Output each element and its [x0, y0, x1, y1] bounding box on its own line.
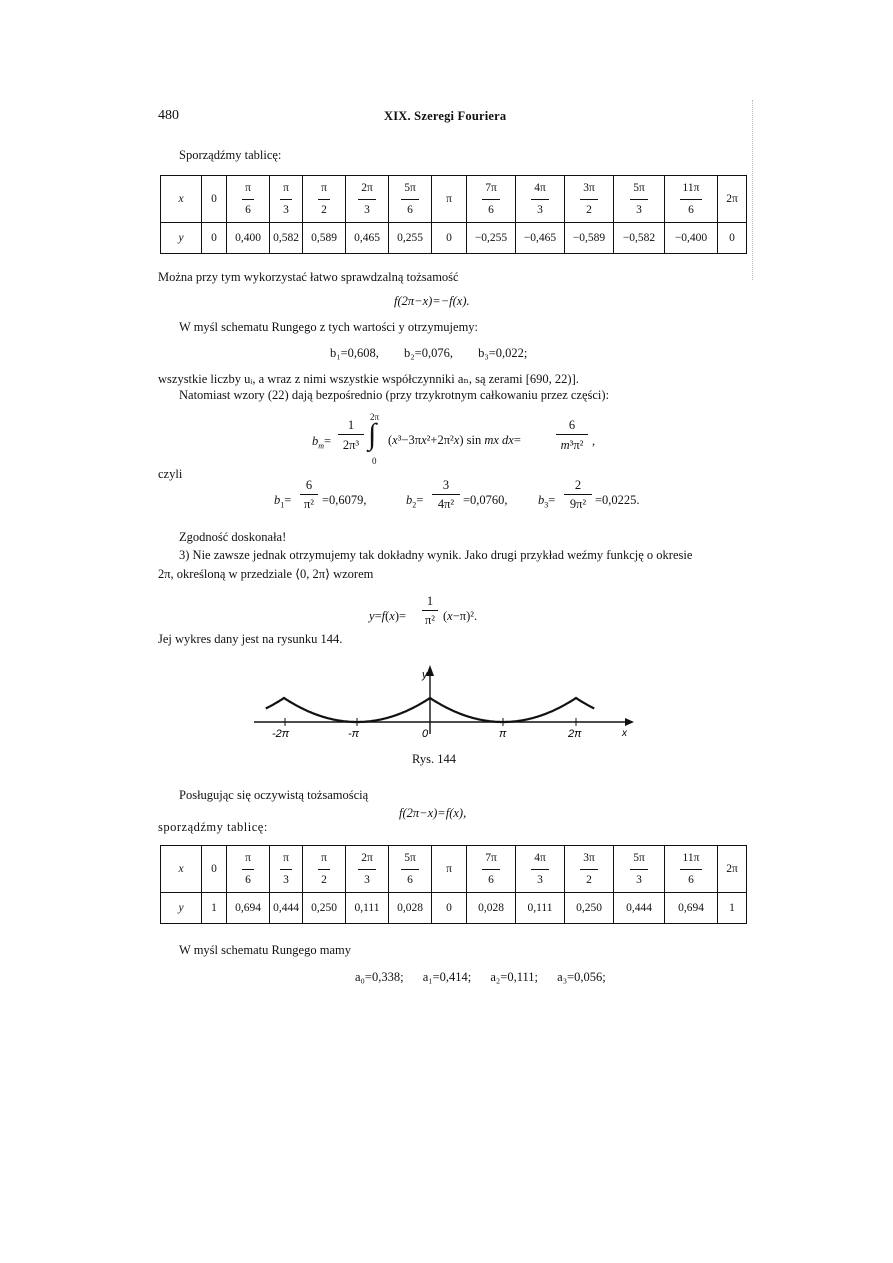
- b3-value: b₃=0,022;: [478, 346, 528, 360]
- y-cell: 0: [432, 223, 467, 254]
- x-cell: 0: [202, 846, 227, 893]
- y-cell: 0,111: [346, 893, 389, 924]
- x-cell: 0: [202, 176, 227, 223]
- margin-rule: [752, 100, 753, 280]
- x-cell: $\frac{\pi}{6}$: [227, 846, 270, 893]
- y-cell: −0,400: [665, 223, 718, 254]
- y-cell: 0,250: [565, 893, 614, 924]
- tick-label-pi: π: [499, 728, 507, 740]
- y-cell: 0,111: [516, 893, 565, 924]
- y-cell: 1: [202, 893, 227, 924]
- y-cell: 0,465: [346, 223, 389, 254]
- czyli-label: czyli: [158, 467, 183, 481]
- a0-value: a₀=0,338;: [355, 970, 404, 984]
- x-cell: $\frac{\pi}{2}$: [303, 846, 346, 893]
- example3-line1: 3) Nie zawsze jednak otrzymujemy tak dokładny wynik. Jako drugi przykład weźmy funkcję o okresie: [179, 548, 693, 562]
- zeros-note: wszystkie liczby uᵢ, a wraz z nimi wszystkie współczynniki aₙ, są zerami [690, 22)].: [158, 372, 579, 386]
- x-cell: $\frac{3\pi}{2}$: [565, 846, 614, 893]
- x-cell: x: [161, 846, 202, 893]
- tick-label-0: 0: [422, 728, 429, 740]
- x-cell: $\frac{7\pi}{6}$: [467, 846, 516, 893]
- identity2-intro: Posługując się oczywistą tożsamością: [179, 788, 369, 802]
- y-cell: −0,582: [614, 223, 665, 254]
- figure-144: [250, 662, 640, 742]
- x-cell: $\frac{2\pi}{3}$: [346, 846, 389, 893]
- y-cell: 0,589: [303, 223, 346, 254]
- b2-value: b₂=0,076,: [404, 346, 453, 360]
- example3-line2: 2π, określoną w przedziale ⟨0, 2π⟩ wzorem: [158, 567, 374, 581]
- values-table-1: [160, 175, 747, 254]
- values-table-2: [160, 845, 747, 924]
- runge-a-values: [355, 970, 606, 985]
- y-cell: y: [161, 893, 202, 924]
- x-cell: $\frac{5\pi}{3}$: [614, 176, 665, 223]
- identity-formula-2: f(2π−x)=f(x),: [399, 806, 467, 820]
- x-cell: $\frac{7\pi}{6}$: [467, 176, 516, 223]
- x-cell: $\frac{4\pi}{3}$: [516, 176, 565, 223]
- y-cell: 0,255: [389, 223, 432, 254]
- y-cell: 0: [202, 223, 227, 254]
- y-cell: 0,694: [227, 893, 270, 924]
- formulas-intro: Natomiast wzory (22) dają bezpośrednio (przy trzykrotnym całkowaniu przez części):: [179, 388, 610, 402]
- x-cell: 2π: [718, 176, 747, 223]
- a3-value: a₃=0,056;: [557, 970, 606, 984]
- agreement-note: Zgodność doskonała!: [179, 530, 287, 544]
- runge-b-values: [330, 346, 527, 361]
- y-cell: 1: [718, 893, 747, 924]
- function-definition: y=f(x)= 1 π² (x−π)².: [369, 594, 478, 627]
- exact-b-values: $b_1=$ 6 π² =0,6079, $b_2=$ 3 4π² =0,0760, $b_3=$ 2 9π² =0,0225.: [274, 478, 640, 511]
- x-cell: $\frac{3\pi}{2}$: [565, 176, 614, 223]
- x-cell: $\frac{\pi}{2}$: [303, 176, 346, 223]
- tick-label-neg-2pi: -2π: [272, 728, 290, 740]
- y-cell: y: [161, 223, 202, 254]
- a2-value: a₂=0,111;: [490, 970, 539, 984]
- y-cell: 0: [432, 893, 467, 924]
- y-cell: −0,589: [565, 223, 614, 254]
- x-cell: $\frac{5\pi}{6}$: [389, 846, 432, 893]
- x-cell: $\frac{2\pi}{3}$: [346, 176, 389, 223]
- x-axis-arrow-icon: [625, 718, 634, 726]
- x-cell: $\frac{11\pi}{6}$: [665, 846, 718, 893]
- y-cell: 0,582: [270, 223, 303, 254]
- tick-label-neg-pi: -π: [348, 728, 360, 740]
- x-cell: $\frac{4\pi}{3}$: [516, 846, 565, 893]
- x-cell: $\frac{5\pi}{3}$: [614, 846, 665, 893]
- y-cell: 0,028: [467, 893, 516, 924]
- x-cell: $\frac{\pi}{6}$: [227, 176, 270, 223]
- table-intro: Sporządźmy tablicę:: [179, 148, 282, 162]
- y-axis-label: y: [422, 669, 428, 681]
- x-cell: $\frac{\pi}{3}$: [270, 846, 303, 893]
- x-axis-label: x: [622, 728, 627, 739]
- x-cell: x: [161, 176, 202, 223]
- figure-caption: Rys. 144: [412, 752, 456, 766]
- y-cell: 0,444: [614, 893, 665, 924]
- y-cell: 0,250: [303, 893, 346, 924]
- x-cell: π: [432, 176, 467, 223]
- page-number: 480: [158, 108, 179, 123]
- y-cell: 0,444: [270, 893, 303, 924]
- y-cell: 0,694: [665, 893, 718, 924]
- x-cell: $\frac{11\pi}{6}$: [665, 176, 718, 223]
- x-cell: π: [432, 846, 467, 893]
- identity-intro: Można przy tym wykorzystać łatwo sprawdzalną tożsamość: [158, 270, 459, 284]
- x-cell: 2π: [718, 846, 747, 893]
- y-cell: −0,255: [467, 223, 516, 254]
- y-cell: 0: [718, 223, 747, 254]
- y-cell: −0,465: [516, 223, 565, 254]
- y-cell: 0,028: [389, 893, 432, 924]
- x-cell: $\frac{5\pi}{6}$: [389, 176, 432, 223]
- tick-label-2pi: 2π: [568, 728, 582, 740]
- x-cell: $\frac{\pi}{3}$: [270, 176, 303, 223]
- integral-formula: $b_m=$ 1 2π³ 2π ∫ 0 (x³−3πx²+2π²x) sin mx dx= 6 m³π² ,: [312, 412, 596, 466]
- a1-value: a₁=0,414;: [422, 970, 472, 984]
- runge2-intro: W myśl schematu Rungego mamy: [179, 943, 351, 957]
- table2-intro: sporządźmy tablicę:: [158, 820, 268, 834]
- runge-intro: W myśl schematu Rungego z tych wartości y otrzymujemy:: [179, 320, 479, 334]
- graph-reference: Jej wykres dany jest na rysunku 144.: [158, 632, 343, 646]
- b1-value: b₁=0,608,: [330, 346, 379, 360]
- running-header: XIX. Szeregi Fouriera: [384, 109, 507, 123]
- y-cell: 0,400: [227, 223, 270, 254]
- identity-formula-1: f(2π−x)=−f(x).: [394, 294, 470, 308]
